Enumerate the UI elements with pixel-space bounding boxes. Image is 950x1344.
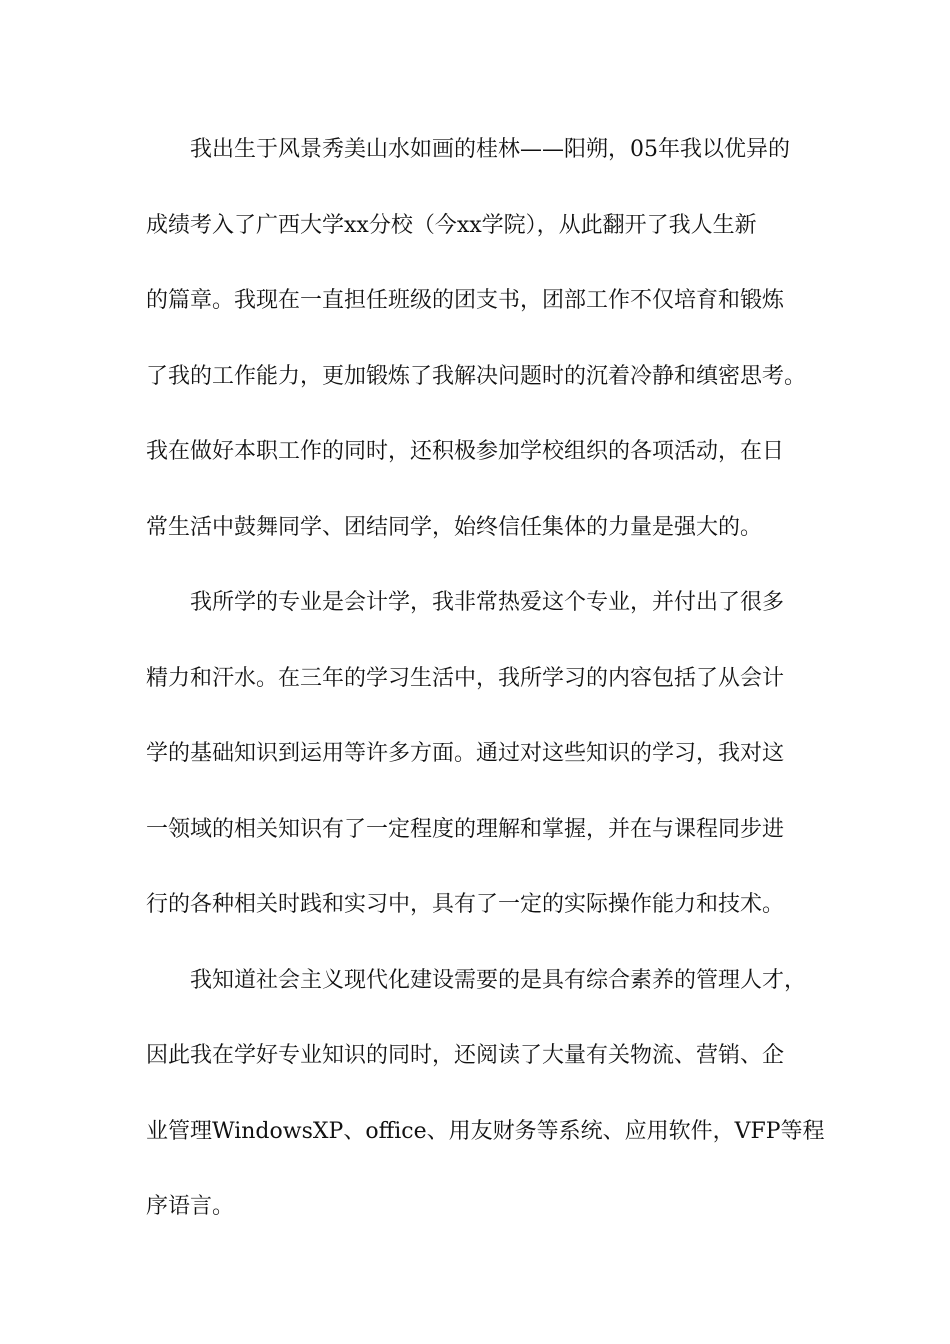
paragraph-2-line-1: 我所学的专业是会计学，我非常热爱这个专业，并付出了很多 (190, 590, 785, 615)
paragraph-3-line-2: 因此我在学好专业知识的同时，还阅读了大量有关物流、营销、企 (146, 1043, 785, 1068)
document-body (146, 112, 836, 1245)
paragraph-2-line-3: 学的基础知识到运用等许多方面。通过对这些知识的学习，我对这 (146, 741, 785, 766)
paragraph-1-line-4: 了我的工作能力，更加锻炼了我解决问题时的沉着冷静和缜密思考。 (146, 363, 807, 389)
paragraph-1-line-2: 成绩考入了广西大学xx分校（今xx学院），从此翻开了我人生新 (146, 212, 757, 238)
paragraph-3-line-4: 序语言。 (146, 1194, 235, 1219)
paragraph-2-line-2: 精力和汗水。在三年的学习生活中，我所学习的内容包括了从会计 (146, 665, 785, 691)
paragraph-3-line-3: 业管理WindowsXP、office、用友财务等系统、应用软件，VFP等程 (146, 1118, 825, 1144)
paragraph-1-line-3: 的篇章。我现在一直担任班级的团支书，团部工作不仅培育和锻炼 (146, 288, 785, 313)
paragraph-1-line-1: 我出生于风景秀美山水如画的桂林——阳朔，05年我以优异的 (190, 137, 790, 162)
paragraph-1-line-5: 我在做好本职工作的同时，还积极参加学校组织的各项活动，在日 (146, 439, 785, 464)
paragraph-2-line-4: 一领域的相关知识有了一定程度的理解和掌握，并在与课程同步进 (146, 816, 785, 842)
paragraph-2-line-5: 行的各种相关时践和实习中，具有了一定的实际操作能力和技术。 (146, 892, 785, 917)
paragraph-3-line-1: 我知道社会主义现代化建设需要的是具有综合素养的管理人才， (190, 967, 807, 993)
paragraph-1-line-6: 常生活中鼓舞同学、团结同学，始终信任集体的力量是强大的。 (146, 514, 763, 540)
